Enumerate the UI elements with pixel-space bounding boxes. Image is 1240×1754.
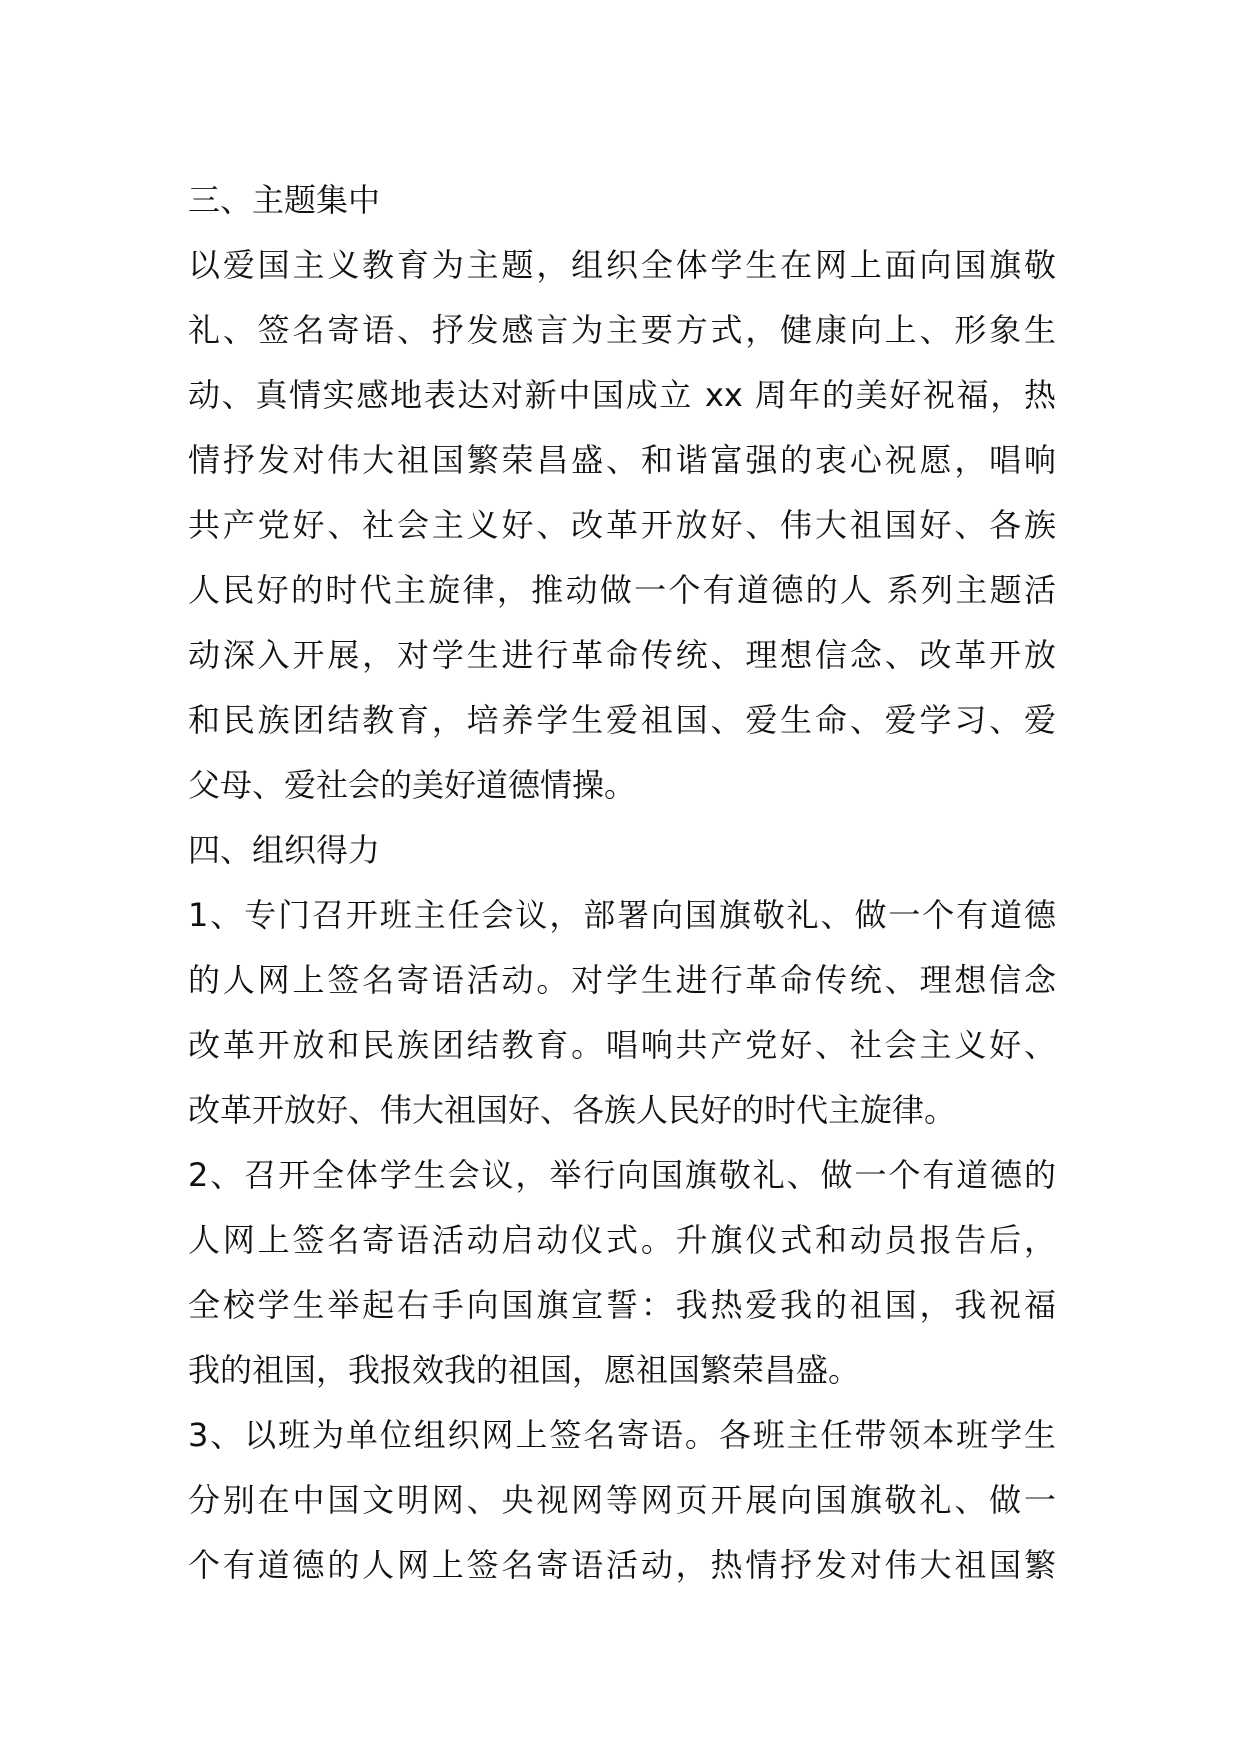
- paragraph-line: 动、真情实感地表达对新中国成立 xx 周年的美好祝福，热: [188, 376, 1056, 414]
- list-item-line: 个有道德的人网上签名寄语活动，热情抒发对伟大祖国繁: [188, 1546, 1056, 1584]
- list-item-line: 我的祖国，我报效我的祖国，愿祖国繁荣昌盛。: [188, 1351, 861, 1389]
- list-item-line: 1、专门召开班主任会议，部署向国旗敬礼、做一个有道德: [188, 896, 1056, 934]
- paragraph-line: 礼、签名寄语、抒发感言为主要方式，健康向上、形象生: [188, 311, 1056, 349]
- list-item-line: 2、召开全体学生会议，举行向国旗敬礼、做一个有道德的: [188, 1156, 1056, 1194]
- paragraph-line: 和民族团结教育，培养学生爱祖国、爱生命、爱学习、爱: [188, 701, 1056, 739]
- section-heading-organization: 四、组织得力: [188, 831, 381, 869]
- paragraph-line: 以爱国主义教育为主题，组织全体学生在网上面向国旗敬: [188, 246, 1056, 284]
- paragraph-line: 情抒发对伟大祖国繁荣昌盛、和谐富强的衷心祝愿，唱响: [188, 441, 1056, 479]
- paragraph-line: 父母、爱社会的美好道德情操。: [188, 766, 637, 804]
- section-heading-theme: 三、主题集中: [188, 181, 381, 219]
- paragraph-line: 动深入开展，对学生进行革命传统、理想信念、改革开放: [188, 636, 1056, 674]
- list-item-line: 改革开放好、伟大祖国好、各族人民好的时代主旋律。: [188, 1091, 957, 1129]
- paragraph-line: 人民好的时代主旋律，推动做一个有道德的人 系列主题活: [188, 571, 1056, 609]
- paragraph-line: 共产党好、社会主义好、改革开放好、伟大祖国好、各族: [188, 506, 1056, 544]
- list-item-line: 全校学生举起右手向国旗宣誓：我热爱我的祖国，我祝福: [188, 1286, 1056, 1324]
- list-item-line: 改革开放和民族团结教育。唱响共产党好、社会主义好、: [188, 1026, 1056, 1064]
- list-item-line: 的人网上签名寄语活动。对学生进行革命传统、理想信念: [188, 961, 1056, 999]
- list-item-line: 人网上签名寄语活动启动仪式。升旗仪式和动员报告后，: [188, 1221, 1056, 1259]
- document-body: [188, 168, 1056, 1598]
- list-item-line: 3、以班为单位组织网上签名寄语。各班主任带领本班学生: [188, 1416, 1056, 1454]
- list-item-line: 分别在中国文明网、央视网等网页开展向国旗敬礼、做一: [188, 1481, 1056, 1519]
